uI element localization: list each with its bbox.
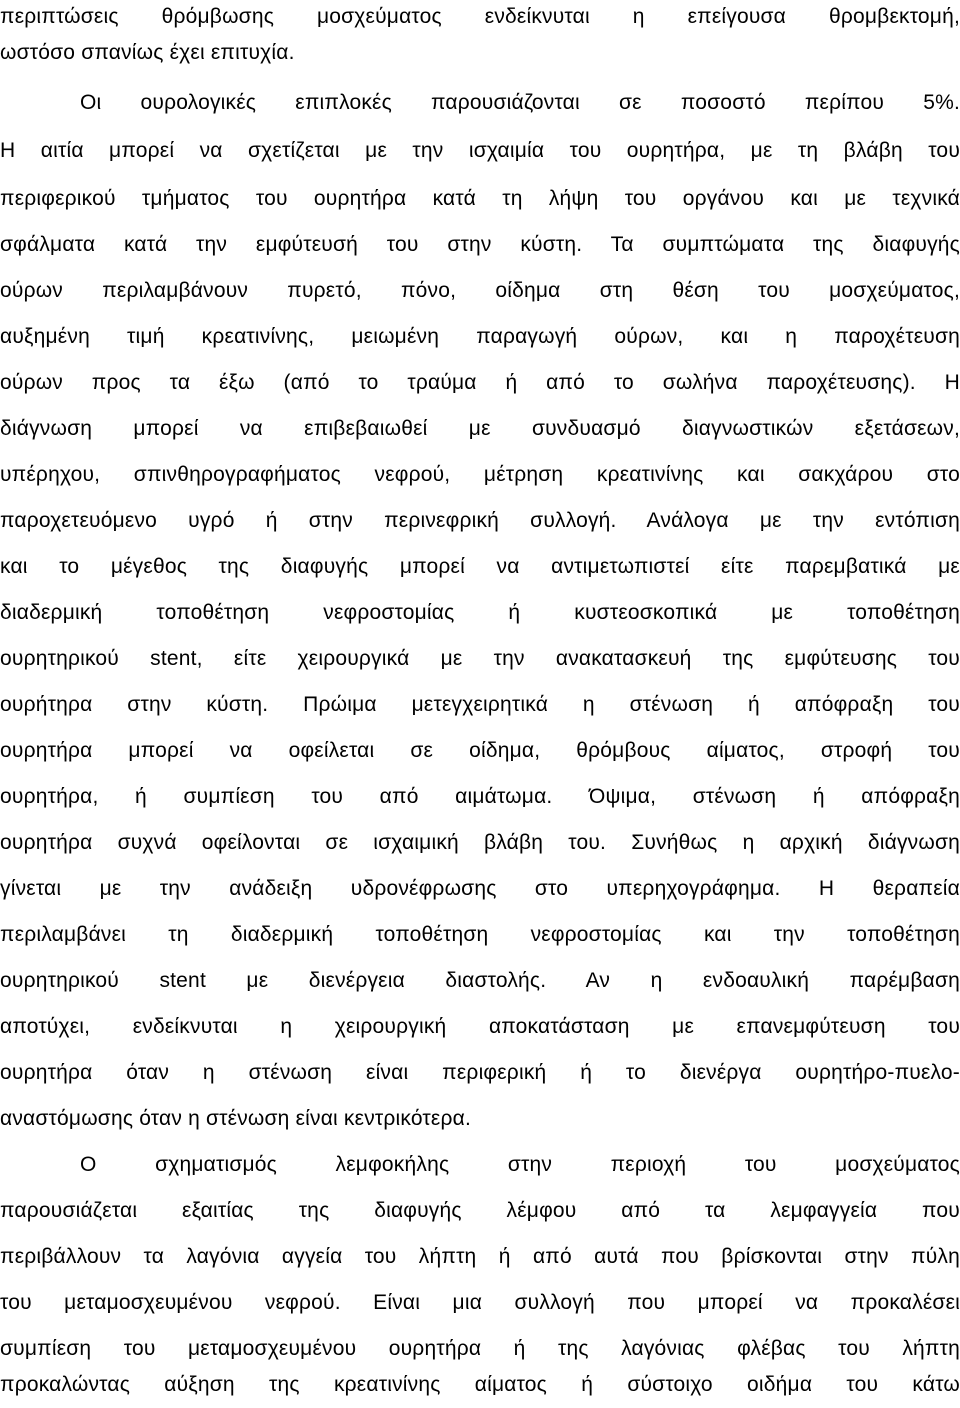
text-line: ούρων περιλαμβάνουν πυρετό, πόνο, οίδημα στη θέση του μοσχεύματος,	[0, 279, 960, 302]
text-line: γίνεται με την ανάδειξη υδρονέφρωσης στο υπερηχογράφημα. Η θεραπεία	[0, 877, 960, 900]
text-line: και το μέγεθος της διαφυγής μπορεί να αντιμετωπιστεί είτε παρεμβατικά με	[0, 555, 960, 578]
text-line: περιπτώσεις θρόμβωσης μοσχεύματος ενδείκνυται η επείγουσα θρομβεκτομή,	[0, 5, 960, 28]
text-line: του μεταμοσχευμένου νεφρού. Είναι μια συλλογή που μπορεί να προκαλέσει	[0, 1291, 960, 1314]
text-line: ουρήτηρα στην κύστη. Πρώιμα μετεγχειρητικά η στένωση ή απόφραξη του	[0, 693, 960, 716]
text-line: ουρητηρικού stent με διενέργεια διαστολής. Αν η ενδοαυλική παρέμβαση	[0, 969, 960, 992]
text-line: παροχετευόμενο υγρό ή στην περινεφρική συλλογή. Ανάλογα με την εντόπιση	[0, 509, 960, 532]
text-line: ούρων προς τα έξω (από το τραύμα ή από το σωλήνα παροχέτευσης). Η	[0, 371, 960, 394]
text-line: Η αιτία μπορεί να σχετίζεται με την ισχαιμία του ουρητήρα, με τη βλάβη του	[0, 139, 960, 162]
text-line: περιβάλλουν τα λαγόνια αγγεία του λήπτη ή από αυτά που βρίσκονται στην πύλη	[0, 1245, 960, 1268]
text-line: περιλαμβάνει τη διαδερμική τοποθέτηση νεφροστομίας και την τοποθέτηση	[0, 923, 960, 946]
text-line: συμπίεση του μεταμοσχευμένου ουρητήρα ή της λαγόνιας φλέβας του λήπτη	[0, 1337, 960, 1360]
text-line: ουρητηρικού stent, είτε χειρουργικά με την ανακατασκευή της εμφύτευσης του	[0, 647, 960, 670]
text-line: ουρητήρα, ή συμπίεση του από αιμάτωμα. Όψιμα, στένωση ή απόφραξη	[0, 785, 960, 808]
text-line: αναστόμωσης όταν η στένωση είναι κεντρικότερα.	[0, 1107, 472, 1130]
text-line: περιφερικού τμήματος του ουρητήρα κατά τη λήψη του οργάνου και με τεχνικά	[0, 187, 960, 210]
text-line: διαδερμική τοποθέτηση νεφροστομίας ή κυστεοσκοπικά με τοποθέτηση	[0, 601, 960, 624]
text-line: διάγνωση μπορεί να επιβεβαιωθεί με συνδυασμό διαγνωστικών εξετάσεων,	[0, 417, 960, 440]
text-line: ωστόσο σπανίως έχει επιτυχία.	[0, 41, 295, 64]
text-line: παρουσιάζεται εξαιτίας της διαφυγής λέμφου από τα λεμφαγγεία που	[0, 1199, 960, 1222]
text-line: ουρητήρα συχνά οφείλονται σε ισχαιμική βλάβη του. Συνήθως η αρχική διάγνωση	[0, 831, 960, 854]
text-line: Ο σχηματισμός λεμφοκήλης στην περιοχή του μοσχεύματος	[80, 1153, 960, 1176]
text-line: αυξημένη τιμή κρεατινίνης, μειωμένη παραγωγή ούρων, και η παροχέτευση	[0, 325, 960, 348]
text-line: αποτύχει, ενδείκνυται η χειρουργική αποκατάσταση με επανεμφύτευση του	[0, 1015, 960, 1038]
text-line: προκαλώντας αύξηση της κρεατινίνης αίματος ή σύστοιχο οιδήμα του κάτω	[0, 1373, 960, 1396]
text-line: υπέρηχου, σπινθηρογραφήματος νεφρού, μέτρηση κρεατινίνης και σακχάρου στο	[0, 463, 960, 486]
text-line: Οι ουρολογικές επιπλοκές παρουσιάζονται σε ποσοστό περίπου 5%.	[80, 91, 960, 114]
text-line: ουρητήρα μπορεί να οφείλεται σε οίδημα, θρόμβους αίματος, στροφή του	[0, 739, 960, 762]
text-line: σφάλματα κατά την εμφύτευσή του στην κύστη. Τα συμπτώματα της διαφυγής	[0, 233, 960, 256]
text-line: ουρητήρα όταν η στένωση είναι περιφερική ή το διενέργα ουρητήρο-πυελο-	[0, 1061, 960, 1084]
